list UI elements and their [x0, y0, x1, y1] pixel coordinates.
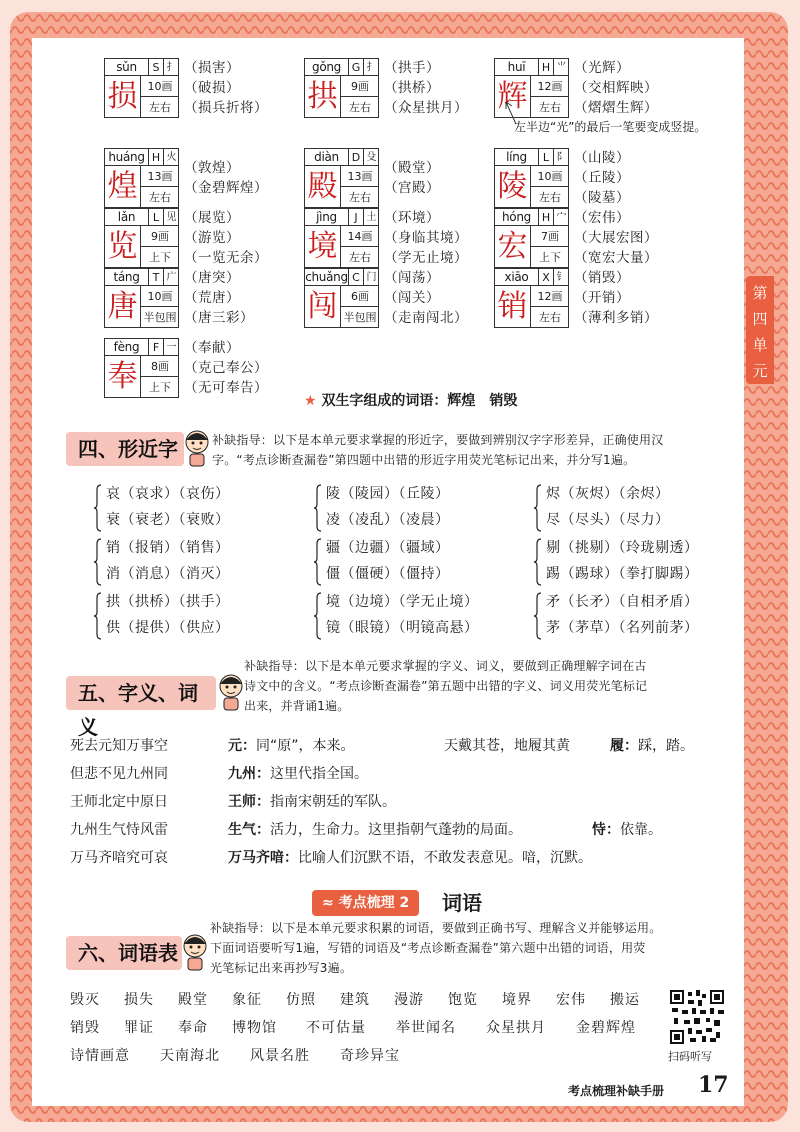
char-radical: 见: [164, 209, 179, 226]
char-radical: ⺌: [554, 59, 569, 76]
char-radical: 广: [164, 269, 179, 286]
char-word: （光辉）: [574, 60, 630, 76]
char-strokes: 14画: [340, 226, 379, 247]
brace-icon: [534, 538, 542, 586]
char-card: [104, 338, 384, 398]
char-box: [494, 208, 569, 268]
char-radical: 宀: [554, 209, 569, 226]
char-pinyin: hóng: [495, 209, 539, 226]
char-letter: H: [539, 59, 554, 76]
char-pinyin: gǒng: [305, 59, 349, 76]
student-avatar-icon: [182, 428, 212, 468]
section6-guide: 补缺指导：以下是本单元要求积累的词语，要做到正确书写、理解含义并能够运用。 下面词语要听写1遍，写错的词语及“考点诊断查漏卷”第六题中出错的词语，用荧 光笔标记出来再抄写3遍。: [210, 921, 662, 975]
vocab-word: 金碧辉煌: [576, 1020, 636, 1036]
section5-header: 五、字义、词义: [66, 676, 216, 710]
similar-char-line: 境（边境）（学无止境）: [326, 594, 479, 610]
char-word: （宏伟）: [574, 210, 630, 226]
brace-icon: [314, 484, 322, 532]
vocab-word: 仿照: [286, 992, 316, 1008]
similar-char-line: 踢（踢球）（拳打脚踢）: [546, 566, 699, 582]
char-word: （环境）: [384, 210, 440, 226]
char-radical: 钅: [554, 269, 569, 286]
vocab-word: 漫游: [394, 992, 424, 1008]
char-word: （荒唐）: [184, 290, 240, 306]
char-letter: T: [149, 269, 164, 286]
similar-char-line: 僵（僵硬）（僵持）: [326, 566, 450, 582]
char-structure: 半包围: [140, 307, 179, 328]
char-card: [494, 208, 744, 268]
char-structure: 上下: [140, 247, 179, 268]
page-number: 17: [698, 1072, 729, 1098]
similar-char-group: [94, 484, 304, 534]
char-word: （金碧辉煌）: [184, 180, 268, 196]
poem-line: 万马齐喑究可哀: [70, 850, 168, 866]
char-radical: 阝: [554, 149, 569, 166]
char-box: [104, 208, 179, 268]
char-word: （陵墓）: [574, 190, 630, 206]
definition: 王师：指南宋朝廷的军队。: [228, 794, 396, 810]
vocab-word: 饱览: [448, 992, 478, 1008]
footer-label: 考点梳理补缺手册: [568, 1084, 665, 1098]
student-avatar-icon: [180, 932, 210, 972]
similar-char-line: 镜（眼镜）（明镜高悬）: [326, 620, 479, 636]
kaodian-title: 词语: [442, 891, 482, 915]
char-strokes: 13画: [340, 166, 379, 187]
char-pinyin: huī: [495, 59, 539, 76]
student-avatar-icon: [216, 672, 246, 712]
char-structure: 左右: [530, 307, 569, 328]
brace-icon: [534, 484, 542, 532]
char-strokes: 10画: [530, 166, 569, 187]
char-structure: 半包围: [340, 307, 379, 328]
char-word: （无可奉告）: [184, 380, 268, 396]
char-word: （奉献）: [184, 340, 240, 356]
vocab-word: 建筑: [340, 992, 370, 1008]
char-word: （一览无余）: [184, 250, 268, 266]
char-word: （拱桥）: [384, 80, 440, 96]
char-strokes: 7画: [530, 226, 569, 247]
char-box: [304, 208, 379, 268]
char-pinyin: chuǎng: [305, 270, 348, 284]
char-word: （游览）: [184, 230, 240, 246]
char-strokes: 13画: [140, 166, 179, 187]
char-radical: 土: [364, 209, 379, 226]
similar-char-line: 疆（边疆）（疆域）: [326, 540, 450, 556]
vocab-word: 奉命: [178, 1020, 208, 1036]
char-letter: L: [149, 209, 164, 226]
char-structure: 左右: [140, 97, 179, 118]
vocab-word: 损失: [124, 992, 154, 1008]
char-word: （众星拱月）: [384, 100, 468, 116]
char-letter: H: [149, 149, 164, 166]
char-card: [494, 58, 744, 118]
char-glyph: 陵: [497, 169, 528, 204]
similar-char-group: [534, 484, 744, 534]
char-word: （闯关）: [384, 290, 440, 306]
section4-guide: 补缺指导：以下是本单元要求掌握的形近字，要做到辨别汉字字形差异，正确使用汉 字。“考点诊断查漏卷”第四题中出错的形近字用荧光笔标记出来，并分写1遍。: [212, 433, 664, 467]
qr-label: 扫码听写: [668, 1050, 712, 1063]
note-arrow: [502, 98, 518, 126]
similar-char-line: 消（消息）（消灭）: [106, 566, 230, 582]
vocab-word: 象征: [232, 992, 262, 1008]
char-pinyin: fèng: [105, 339, 149, 356]
vocab-word: 风景名胜: [250, 1048, 310, 1064]
char-word: （损兵折将）: [184, 100, 268, 116]
char-glyph: 拱: [307, 79, 338, 114]
char-strokes: 6画: [340, 286, 379, 307]
char-word: （敦煌）: [184, 160, 240, 176]
char-glyph: 煌: [107, 169, 138, 204]
char-radical: 扌: [364, 59, 379, 76]
similar-char-line: 陵（陵园）（丘陵）: [326, 486, 450, 502]
brace-icon: [94, 592, 102, 640]
char-box: [104, 58, 179, 118]
similar-char-line: 尽（尽头）（尽力）: [546, 512, 670, 528]
char-word: （展览）: [184, 210, 240, 226]
char-letter: G: [349, 59, 364, 76]
char-box: [104, 148, 179, 208]
char-radical: 殳: [364, 149, 379, 166]
similar-char-group: [314, 592, 524, 642]
char-box: [304, 148, 379, 208]
vocab-word: 殿堂: [178, 992, 208, 1008]
char-strokes: 8画: [140, 356, 179, 377]
char-word: （丘陵）: [574, 170, 630, 186]
char-word: （殿堂）: [384, 160, 440, 176]
char-word: （唐突）: [184, 270, 240, 286]
vocab-word: 举世闻名: [396, 1020, 456, 1036]
char-glyph: 境: [307, 229, 338, 264]
char-box: [494, 268, 569, 328]
char-word: （走南闯北）: [384, 310, 468, 326]
similar-char-line: 烬（灰烬）（余烬）: [546, 486, 670, 502]
similar-char-line: 销（报销）（销售）: [106, 540, 230, 556]
vocab-word: 搬运: [610, 992, 640, 1008]
vocab-word: 罪证: [124, 1020, 154, 1036]
char-glyph: 殿: [307, 169, 338, 204]
char-word: （熠熠生辉）: [574, 100, 658, 116]
char-box: [304, 58, 379, 118]
char-strokes: 10画: [140, 76, 179, 97]
char-pinyin: xiāo: [495, 269, 539, 286]
poem-line: 死去元知万事空: [70, 738, 168, 754]
similar-char-group: [94, 538, 304, 588]
char-letter: F: [149, 339, 164, 356]
vocab-word: 诗情画意: [70, 1048, 130, 1064]
char-radical: 火: [164, 149, 179, 166]
char-letter: J: [349, 209, 364, 226]
char-word: （拱手）: [384, 60, 440, 76]
char-word: （学无止境）: [384, 250, 468, 266]
char-structure: 左右: [340, 97, 379, 118]
brace-icon: [94, 538, 102, 586]
char-strokes: 10画: [140, 286, 179, 307]
char-word: （大展宏图）: [574, 230, 658, 246]
similar-char-line: 剔（挑剔）（玲珑剔透）: [546, 540, 699, 556]
char-structure: 左右: [530, 97, 569, 118]
char-structure: 左右: [140, 187, 179, 208]
char-card: [494, 268, 744, 328]
char-pinyin: jìng: [305, 209, 349, 226]
similar-char-line: 供（提供）（供应）: [106, 620, 230, 636]
poem-line: 但悲不见九州同: [70, 766, 168, 782]
char-word: （破损）: [184, 80, 240, 96]
char-pinyin: diàn: [305, 149, 349, 166]
vocab-word: 毁灭: [70, 992, 100, 1008]
similar-char-line: 茅（茅草）（名列前茅）: [546, 620, 699, 636]
char-glyph: 奉: [107, 359, 138, 394]
char-pinyin: sǔn: [105, 59, 149, 76]
vocab-word: 博物馆: [232, 1020, 277, 1036]
char-glyph: 宏: [497, 229, 528, 264]
vocab-word: 销毁: [70, 1020, 100, 1036]
char-strokes: 12画: [530, 286, 569, 307]
char-glyph: 览: [107, 229, 138, 264]
char-glyph: 唐: [107, 289, 138, 324]
similar-char-line: 拱（拱桥）（拱手）: [106, 594, 230, 610]
definition: 万马齐喑：比喻人们沉默不语，不敢发表意见。喑，沉默。: [228, 850, 592, 866]
similar-char-group: [314, 484, 524, 534]
char-glyph: 辉: [497, 79, 528, 114]
vocab-word: 天南海北: [160, 1048, 220, 1064]
vocab-word: 众星拱月: [486, 1020, 546, 1036]
hui-note: 左半边“光”的最后一笔要变成竖提。: [514, 120, 707, 134]
brace-icon: [314, 538, 322, 586]
page: [32, 38, 744, 1106]
phrase: 天戴其苍，地履其黄: [444, 738, 570, 754]
similar-char-group: [534, 538, 744, 588]
similar-char-group: [314, 538, 524, 588]
vocab-word: 不可估量: [306, 1020, 366, 1036]
similar-char-line: 凌（凌乱）（凌晨）: [326, 512, 450, 528]
section6-header: 六、词语表: [66, 936, 182, 970]
char-word: （宽宏大量）: [574, 250, 658, 266]
similar-char-line: 衰（衰老）（衰败）: [106, 512, 230, 528]
char-structure: 左右: [340, 247, 379, 268]
definition: 履：踩，踏。: [610, 738, 694, 754]
vocab-word: 宏伟: [556, 992, 586, 1008]
star-icon: ★: [304, 393, 317, 409]
char-structure: 上下: [530, 247, 569, 268]
char-letter: H: [539, 209, 554, 226]
similar-char-group: [534, 592, 744, 642]
definition: 九州：这里代指全国。: [228, 766, 368, 782]
char-word: （闯荡）: [384, 270, 440, 286]
char-structure: 左右: [530, 187, 569, 208]
brace-icon: [534, 592, 542, 640]
qr-code[interactable]: [670, 990, 724, 1044]
brace-icon: [314, 592, 322, 640]
char-card: [494, 148, 744, 208]
poem-line: 九州生气恃风雷: [70, 822, 168, 838]
char-radical: 扌: [164, 59, 179, 76]
char-strokes: 12画: [530, 76, 569, 97]
char-word: （开销）: [574, 290, 630, 306]
definition: 恃：依靠。: [592, 822, 662, 838]
char-glyph: 闯: [307, 289, 338, 324]
brace-icon: [94, 484, 102, 532]
char-word: （销毁）: [574, 270, 630, 286]
definition: 元：同“原”，本来。: [228, 738, 355, 754]
char-box: [494, 148, 569, 208]
poem-line: 王师北定中原日: [70, 794, 168, 810]
char-letter: D: [349, 149, 364, 166]
char-word: （唐三彩）: [184, 310, 254, 326]
section5-guide: 补缺指导：以下是本单元要求掌握的字义、词义，要做到正确理解字词在古 诗文中的含义。“考点诊断查漏卷”第五题中出错的字义、词义用荧光笔标记 出来，并背诵1遍。: [244, 659, 648, 713]
vocab-word: 奇珍异宝: [340, 1048, 400, 1064]
char-letter: X: [539, 269, 554, 286]
char-word: （薄利多销）: [574, 310, 658, 326]
char-word: （损害）: [184, 60, 240, 76]
char-radical: 门: [364, 269, 379, 286]
char-strokes: 9画: [340, 76, 379, 97]
char-glyph: 销: [497, 289, 528, 324]
char-pinyin: táng: [105, 269, 149, 286]
char-structure: 左右: [340, 187, 379, 208]
char-box: [104, 268, 179, 328]
char-box: [104, 338, 179, 398]
char-letter: L: [539, 149, 554, 166]
kaodian-badge: ≈ 考点梳理 2: [312, 890, 419, 916]
similar-char-group: [94, 592, 304, 642]
char-letter: C: [349, 269, 364, 286]
char-word: （克己奉公）: [184, 360, 268, 376]
section4-header: 四、形近字: [66, 432, 184, 466]
definition: 生气：活力，生命力。这里指朝气蓬勃的局面。: [228, 822, 522, 838]
char-word: （宫殿）: [384, 180, 440, 196]
char-strokes: 9画: [140, 226, 179, 247]
double-char-note: ★ 双生字组成的词语：辉煌 销毁: [304, 393, 518, 409]
char-word: （交相辉映）: [574, 80, 658, 96]
char-box: [304, 268, 379, 328]
char-letter: S: [149, 59, 164, 76]
char-pinyin: huáng: [105, 149, 149, 166]
char-glyph: 损: [107, 79, 138, 114]
vocab-word: 境界: [502, 992, 532, 1008]
char-structure: 上下: [140, 377, 179, 398]
char-pinyin: líng: [495, 149, 539, 166]
char-radical: 一: [164, 339, 179, 356]
char-word: （身临其境）: [384, 230, 468, 246]
char-word: （山陵）: [574, 150, 630, 166]
similar-char-line: 矛（长矛）（自相矛盾）: [546, 594, 699, 610]
similar-char-line: 哀（哀求）（哀伤）: [106, 486, 230, 502]
unit-tab[interactable]: 第 四 单 元: [746, 276, 774, 384]
char-pinyin: lǎn: [105, 209, 149, 226]
